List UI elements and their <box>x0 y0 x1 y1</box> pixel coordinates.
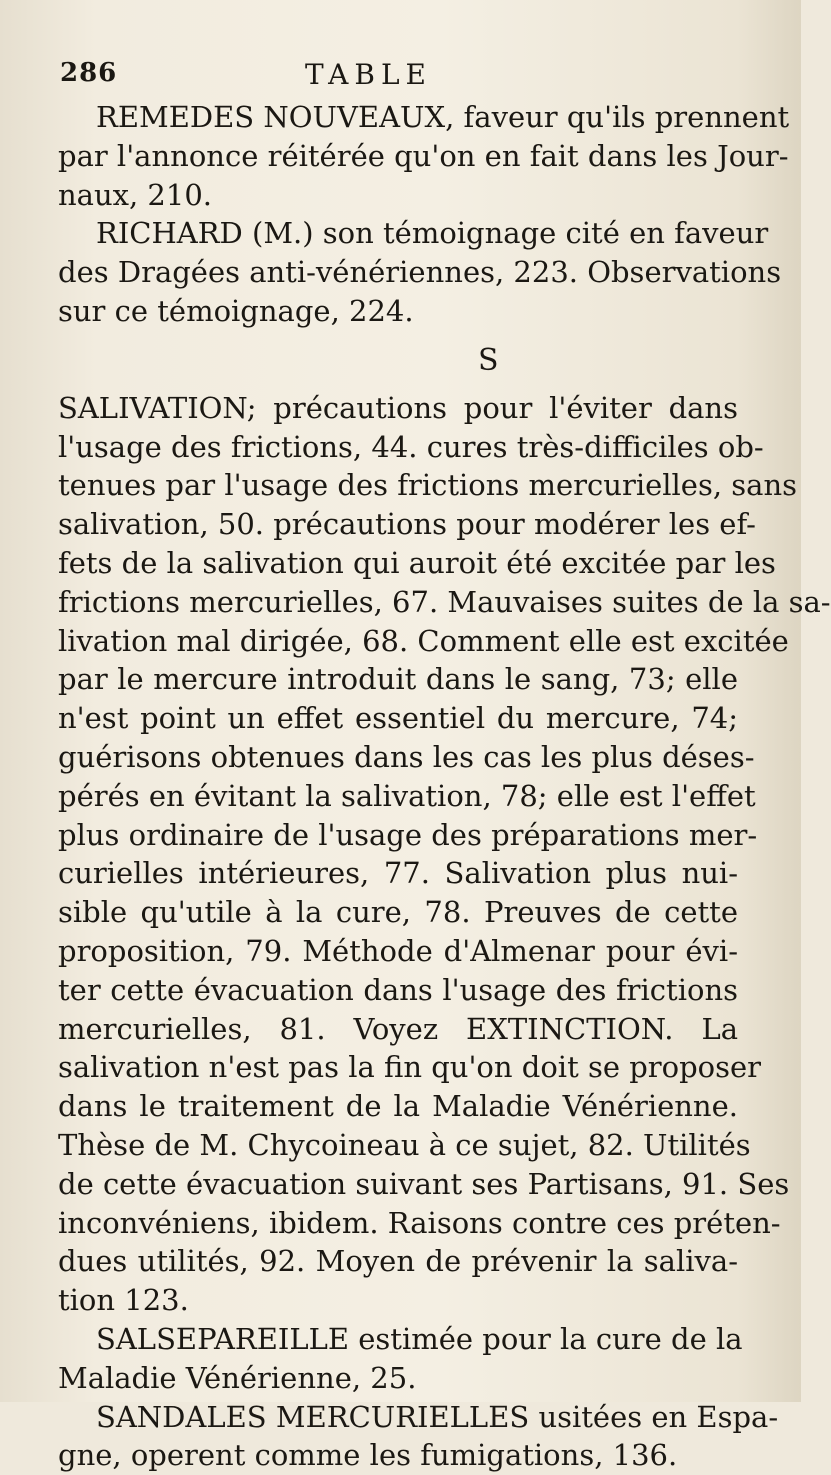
text-line: pérés en évitant la salivation, 78; elle est l'effet <box>58 778 756 813</box>
running-title: TABLE <box>305 58 432 91</box>
text-line: mercurielles, 81. Voyez EXTINCTION. La <box>58 1011 738 1046</box>
text-line: frictions mercurielles, 67. Mauvaises suites de la sa- <box>58 584 831 619</box>
text-line: SALIVATION; précautions pour l'éviter dans <box>58 390 738 425</box>
text-line: salivation, 50. précautions pour modérer les ef- <box>58 507 756 542</box>
text-line: proposition, 79. Méthode d'Almenar pour évi- <box>58 933 738 968</box>
text-line: dans le traitement de la Maladie Vénérienne. <box>58 1089 738 1124</box>
text-line: n'est point un effet essentiel du mercure, 74; <box>58 701 738 736</box>
text-line: curielles intérieures, 77. Salivation plus nui- <box>58 856 738 891</box>
text-line: Thèse de M. Chycoineau à ce sujet, 82. Utilités <box>58 1127 751 1162</box>
text-line: par le mercure introduit dans le sang, 73; elle <box>58 662 738 697</box>
text-line: Maladie Vénérienne, 25. <box>58 1360 417 1395</box>
text-line: naux, 210. <box>58 177 213 212</box>
index-text <box>58 98 831 1475</box>
text-line: des Dragées anti-vénériennes, 223. Observations <box>58 255 782 290</box>
text-line: l'usage des frictions, 44. cures très-difficiles ob- <box>58 429 764 464</box>
text-line: de cette évacuation suivant ses Partisans, 91. Ses <box>58 1166 790 1201</box>
text-line: plus ordinaire de l'usage des préparations mer- <box>58 817 758 852</box>
text-line: fets de la salivation qui auroit été excitée par les <box>58 545 776 580</box>
text-line: salivation n'est pas la fin qu'on doit se proposer <box>58 1050 762 1085</box>
text-line: guérisons obtenues dans les cas les plus déses- <box>58 739 755 774</box>
text-line: ter cette évacuation dans l'usage des frictions <box>58 972 738 1007</box>
text-line: livation mal dirigée, 68. Comment elle est excitée <box>58 623 789 658</box>
page-number: 286 <box>60 58 118 88</box>
text-line: sur ce témoignage, 224. <box>58 293 414 328</box>
section-letter: S <box>478 342 499 378</box>
text-line: gne, operent comme les fumigations, 136. <box>58 1438 678 1473</box>
text-line: SANDALES MERCURIELLES usitées en Espa- <box>96 1399 779 1434</box>
text-line: RICHARD (M.) son témoignage cité en faveur <box>96 216 769 251</box>
text-line: par l'annonce réitérée qu'on en fait dans les Jour- <box>58 138 789 173</box>
section-heading <box>58 331 738 389</box>
text-line: dues utilités, 92. Moyen de prévenir la saliva- <box>58 1244 738 1279</box>
text-line: SALSEPAREILLE estimée pour la cure de la <box>96 1321 743 1356</box>
text-line: tenues par l'usage des frictions mercurielles, sans <box>58 468 798 503</box>
text-line: tion 123. <box>58 1283 189 1318</box>
text-line: REMEDES NOUVEAUX, faveur qu'ils prennent <box>96 100 790 134</box>
text-line: inconvéniens, ibidem. Raisons contre ces préten- <box>58 1205 781 1240</box>
text-line: sible qu'utile à la cure, 78. Preuves de cette <box>58 895 738 930</box>
page-header <box>60 58 700 98</box>
